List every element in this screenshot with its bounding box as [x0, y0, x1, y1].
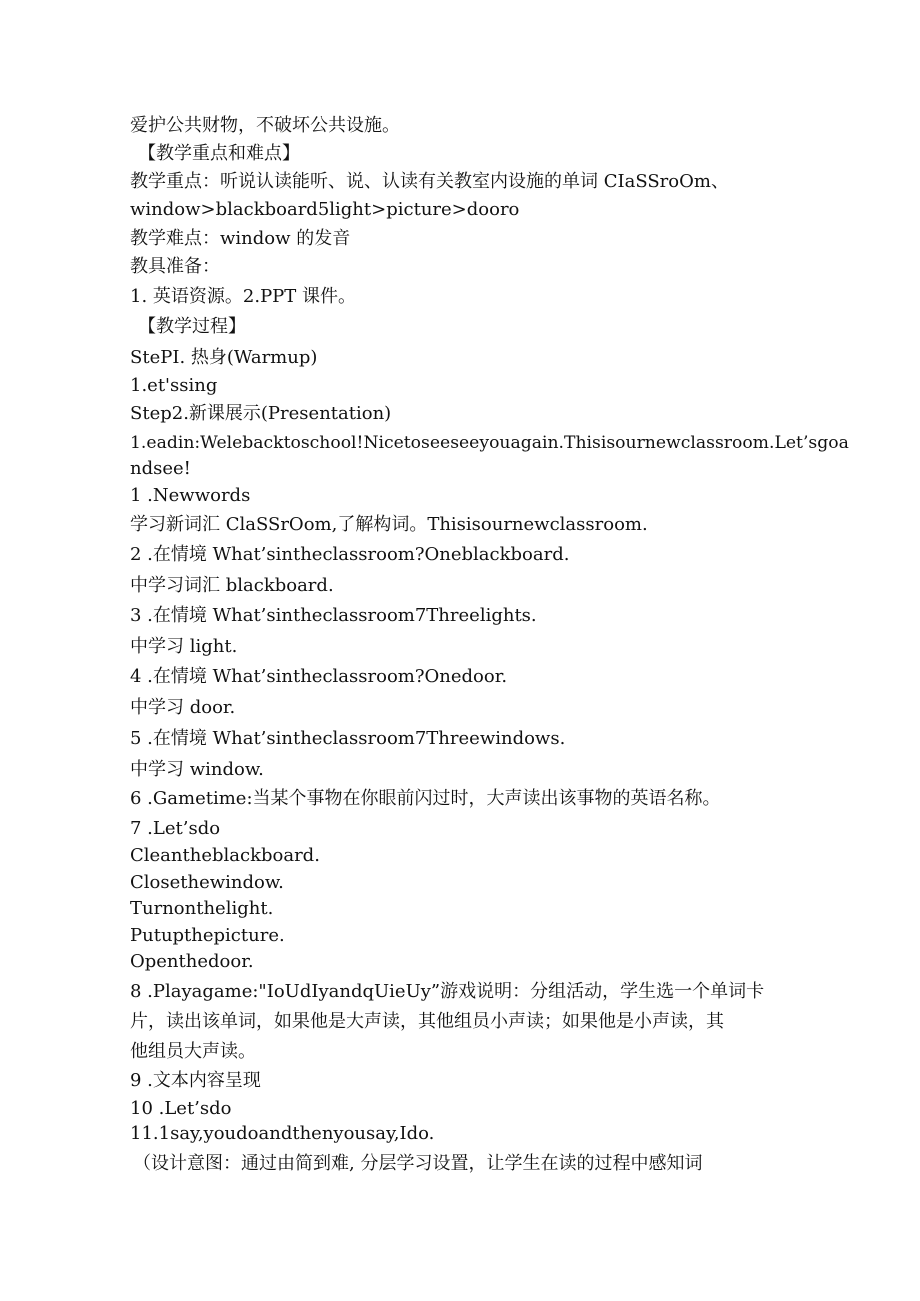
- text-line: 爱护公共财物，不破坏公共设施。: [130, 115, 400, 136]
- text-line: 中学习 window.: [130, 759, 264, 780]
- text-line: 教学难点：window 的发音: [130, 228, 351, 249]
- text-line: 2 .在情境 What’sintheclassroom?Oneblackboard.: [130, 544, 570, 565]
- text-line: Cleantheblackboard.: [130, 845, 320, 866]
- text-line: 中学习 door.: [130, 697, 236, 718]
- text-line: Openthedoor.: [130, 951, 254, 972]
- text-line: 4 .在情境 What’sintheclassroom?Onedoor.: [130, 666, 508, 687]
- text-line: 教学重点：听说认读能听、说、认读有关教室内设施的单词 CIaSSroOm、: [130, 171, 729, 192]
- text-line: Turnonthelight.: [130, 898, 274, 919]
- text-line: ndsee!: [130, 458, 191, 479]
- text-line: 8 .Playagame:"IoUdIyandqUieUy”游戏说明：分组活动，学生选一个单词卡: [130, 981, 765, 1002]
- section-heading: 【教学过程】: [138, 316, 246, 337]
- text-line: 11.1say,youdoandthenyousay,Ido.: [130, 1123, 435, 1144]
- text-line: 5 .在情境 What’sintheclassroom7Threewindows.: [130, 728, 566, 749]
- text-line: （设计意图：通过由简到难, 分层学习设置，让学生在读的过程中感知词: [133, 1153, 703, 1174]
- text-line: StePI. 热身(Warmup): [130, 347, 318, 368]
- text-line: 9 .文本内容呈现: [130, 1070, 261, 1091]
- text-line: 1. 英语资源。2.PPT 课件。: [130, 286, 357, 307]
- text-line: 教具准备：: [130, 256, 220, 277]
- text-line: 他组员大声读。: [130, 1041, 256, 1062]
- text-line: 10 .Let’sdo: [130, 1098, 232, 1119]
- section-heading: 【教学重点和难点】: [138, 143, 300, 164]
- text-line: Closethewindow.: [130, 872, 284, 893]
- text-line: 中学习词汇 blackboard.: [130, 575, 334, 596]
- text-line: Step2.新课展示(Presentation): [130, 403, 392, 424]
- text-line: 1.eadin:Welebacktoschool!Nicetoseeseeyouagain.Thisisournewclassroom.Let’sgoa: [130, 433, 849, 453]
- text-line: 片，读出该单词，如果他是大声读，其他组员小声读；如果他是小声读，其: [130, 1011, 724, 1032]
- text-line: 6 .Gametime:当某个事物在你眼前闪过时，大声读出该事物的英语名称。: [130, 788, 721, 809]
- text-line: window>blackboard5light>picture>dooro: [130, 199, 520, 220]
- text-line: 学习新词汇 ClaSSrOom,了解构词。Thisisournewclassroom.: [130, 514, 648, 535]
- text-line: 3 .在情境 What’sintheclassroom7Threelights.: [130, 605, 537, 626]
- text-line: 1 .Newwords: [130, 485, 251, 506]
- text-line: 中学习 light.: [130, 636, 238, 657]
- text-line: 7 .Let’sdo: [130, 818, 221, 839]
- text-line: 1.et'ssing: [130, 375, 218, 396]
- text-line: Putupthepicture.: [130, 925, 285, 946]
